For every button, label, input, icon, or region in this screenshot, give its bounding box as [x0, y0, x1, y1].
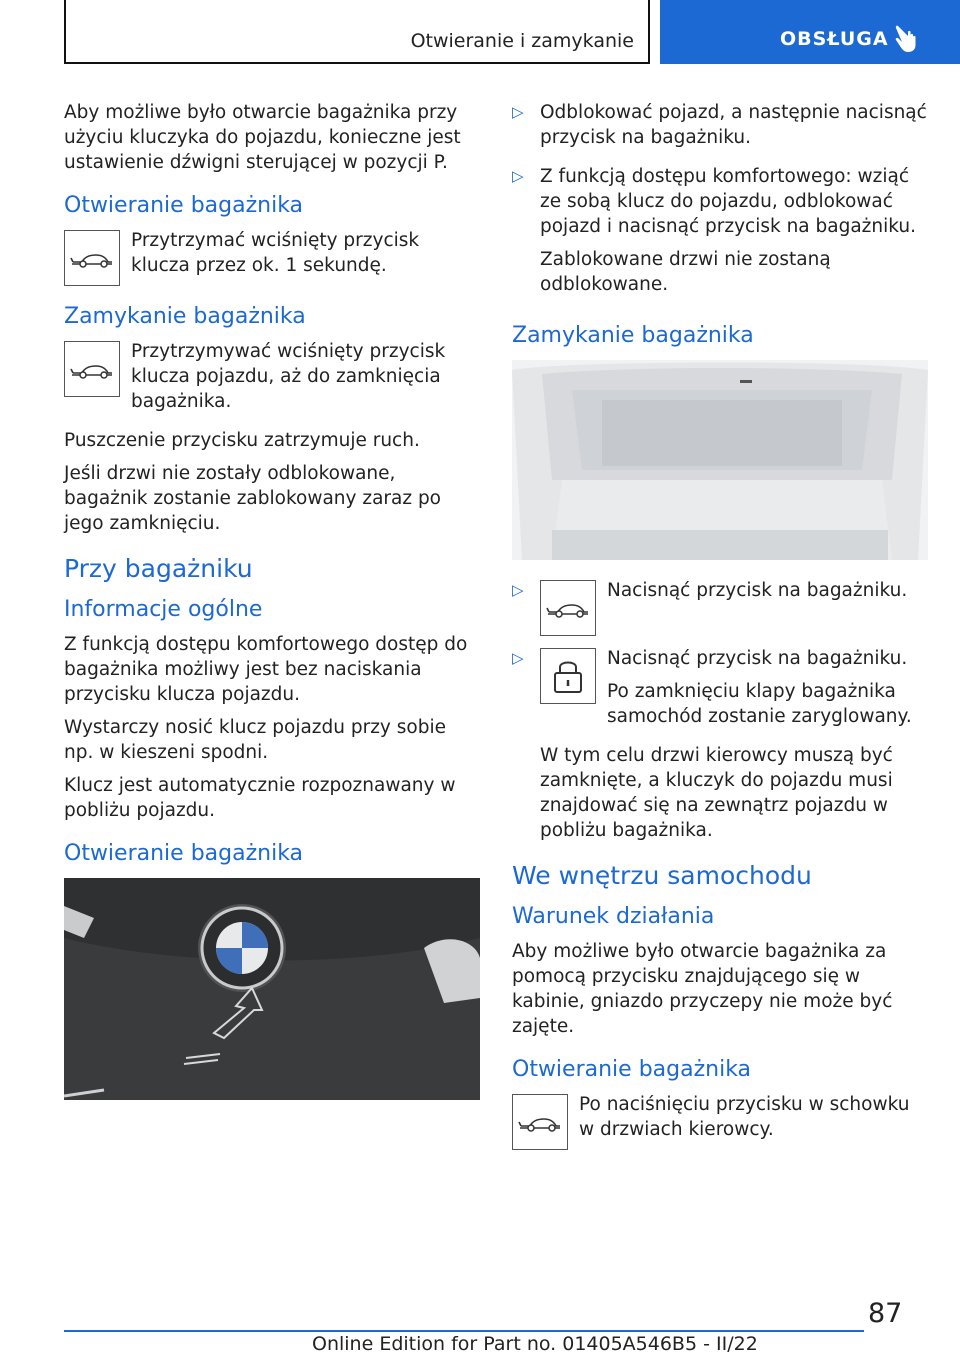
general-paragraph-2: Wystarczy nosić klucz pojazdu przy sobie np. w kieszeni spodni. [64, 717, 446, 763]
section-tab[interactable] [660, 0, 960, 64]
trunk-button-photo [64, 878, 480, 1100]
bullet-text: Nacisnąć przycisk na bagażniku. [607, 580, 908, 601]
chapter-title: Otwieranie i zamykanie [410, 30, 634, 52]
section-label: OBSŁUGA [780, 28, 889, 50]
general-paragraph-1: Z funkcją dostępu komfortowego dostęp do bagażnika możliwy jest bez naciskania przycisku klucza pojazdu. [64, 634, 468, 705]
list-item [512, 164, 928, 305]
heading-open-trunk-2: Otwieranie bagażnika [64, 841, 304, 866]
bullet-triangle-icon: ▷ [512, 167, 524, 185]
bullet-triangle-icon: ▷ [512, 103, 524, 121]
list-item [512, 100, 928, 158]
heading-close-trunk-right: Zamykanie bagażnika [512, 323, 754, 348]
general-paragraph-3: Klucz jest automatycznie rozpoznawany w pobliżu pojazdu. [64, 775, 456, 821]
lock-icon [540, 648, 596, 704]
heading-general-info: Informacje ogólne [64, 597, 263, 622]
unlocked-paragraph: Jeśli drzwi nie zostały odblokowane, bagażnik zostanie zablokowany zaraz po jego zamknięciu. [64, 463, 442, 534]
heading-open-trunk-right: Otwieranie bagażnika [512, 1057, 752, 1082]
release-paragraph: Puszczenie przycisku zatrzymuje ruch. [64, 430, 420, 451]
open-trunk-inside-text: Po naciśnięciu przycisku w schowku w drzwiach kierowcy. [579, 1094, 910, 1140]
open-trunk-inside-instruction [512, 1092, 928, 1150]
list-item [512, 578, 928, 636]
page-number: 87 [868, 1298, 903, 1329]
key-trunk-button-icon [64, 341, 120, 397]
bullet-triangle-icon: ▷ [512, 581, 524, 599]
heading-close-trunk: Zamykanie bagażnika [64, 304, 306, 329]
footer-divider [64, 1330, 864, 1332]
pointing-hand-icon [894, 24, 920, 54]
open-trunk-instruction [64, 228, 480, 286]
left-column [64, 100, 480, 1100]
heading-open-trunk: Otwieranie bagażnika [64, 193, 304, 218]
open-trunk-text: Przytrzymać wciśnięty przycisk klucza przez ok. 1 sekundę. [131, 230, 420, 276]
right-column [512, 100, 928, 1158]
bullet-text: Z funkcją dostępu komfortowego: wziąć ze sobą klucz do pojazdu, odblokować pojazd i nacisnąć przycisk na bagażniku. [540, 166, 916, 237]
bullet-text: Odblokować pojazd, a następnie nacisnąć przycisk na bagażniku. [540, 102, 927, 148]
key-trunk-button-icon [540, 580, 596, 636]
close-trunk-text: Przytrzymywać wciśnięty przycisk klucza pojazdu, aż do zamknięcia bagażnika. [131, 341, 446, 412]
heading-inside-car: We wnętrzu samochodu [512, 861, 812, 890]
intro-paragraph: Aby możliwe było otwarcie bagażnika przy użyciu kluczyka do pojazdu, konieczne jest ustawienie dźwigni sterującej w pozycji P. [64, 102, 461, 173]
bullet-triangle-icon: ▷ [512, 649, 524, 667]
list-item [512, 646, 928, 737]
bullet-text: Nacisnąć przycisk na bagażniku. [607, 648, 908, 669]
heading-at-trunk: Przy bagażniku [64, 554, 253, 583]
key-trunk-button-icon [512, 1094, 568, 1150]
lock-condition-paragraph: W tym celu drzwi kierowcy muszą być zamknięte, a kluczyk do pojazdu musi znajdować się na zewnątrz pojazdu w pobliżu bagażnika. [540, 745, 893, 841]
bullet-note: Po zamknięciu klapy bagażnika samochód zostanie zaryglowany. [607, 681, 912, 727]
bullet-note: Zablokowane drzwi nie zostaną odblokowane. [540, 249, 831, 295]
condition-paragraph: Aby możliwe było otwarcie bagażnika za pomocą przycisku znajdującego się w kabinie, gniazdo przyczepy nie może być zajęte. [512, 941, 893, 1037]
open-trunk-photo [512, 360, 928, 560]
close-trunk-instruction [64, 339, 480, 420]
footer-edition: Online Edition for Part no. 01405A546B5 - II/22 [312, 1333, 758, 1355]
header-title-box [64, 0, 650, 64]
key-trunk-button-icon [64, 230, 120, 286]
heading-condition: Warunek działania [512, 904, 715, 929]
